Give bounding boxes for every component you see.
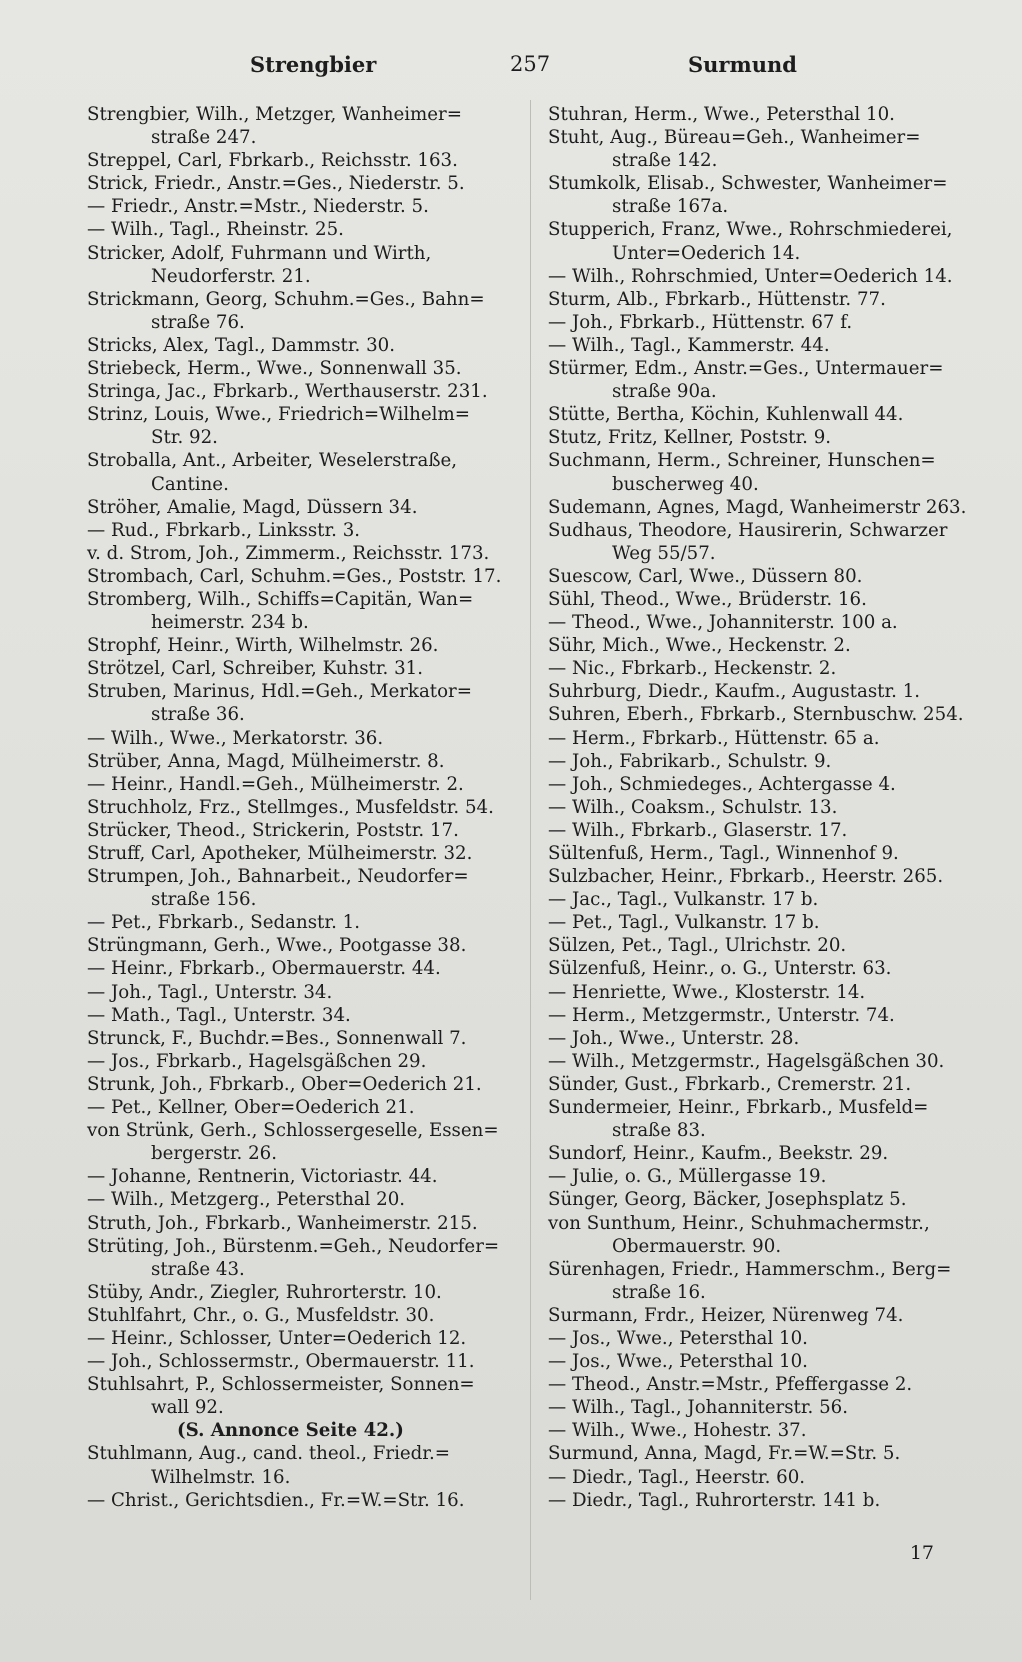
- directory-entry: Strötzel, Carl, Schreiber, Kuhstr. 31.: [87, 658, 424, 680]
- left-column: [87, 103, 517, 1512]
- page-number: 257: [510, 52, 551, 76]
- directory-entry: Sundorf, Heinr., Kaufm., Beekstr. 29.: [548, 1143, 889, 1165]
- directory-entry: — Wilh., Rohrschmied, Unter=Oederich 14.: [548, 265, 953, 287]
- directory-entry: — Math., Tagl., Unterstr. 34.: [87, 1004, 351, 1026]
- directory-entry: Striebeck, Herm., Wwe., Sonnenwall 35.: [87, 358, 462, 380]
- directory-entry: Strick, Friedr., Anstr.=Ges., Niederstr. 5.: [87, 173, 465, 195]
- entry-continuation: straße 142.: [612, 150, 718, 172]
- directory-entry: — Joh., Schlossermstr., Obermauerstr. 11.: [87, 1351, 475, 1373]
- directory-entry: Suhren, Eberh., Fbrkarb., Sternbuschw. 254.: [548, 704, 964, 726]
- entry-continuation: straße 83.: [612, 1120, 706, 1142]
- directory-entry: Sulzbacher, Heinr., Fbrkarb., Heerstr. 265.: [548, 866, 944, 888]
- directory-entry: — Heinr., Handl.=Geh., Mülheimerstr. 2.: [87, 773, 464, 795]
- directory-entry: — Joh., Schmiedeges., Achtergasse 4.: [548, 773, 896, 795]
- directory-entry: Stromberg, Wilh., Schiffs=Capitän, Wan=: [87, 588, 474, 610]
- entry-continuation: straße 156.: [151, 889, 257, 911]
- directory-entry: — Herm., Metzgermstr., Unterstr. 74.: [548, 1004, 895, 1026]
- entry-continuation: Str. 92.: [151, 427, 218, 449]
- directory-entry: Stuhran, Herm., Wwe., Petersthal 10.: [548, 104, 895, 125]
- directory-entry: Strüber, Anna, Magd, Mülheimerstr. 8.: [87, 750, 445, 772]
- directory-entry: Strunk, Joh., Fbrkarb., Ober=Oederich 21.: [87, 1073, 482, 1095]
- directory-entry: — Wilh., Wwe., Hohestr. 37.: [548, 1420, 807, 1442]
- directory-entry: — Henriette, Wwe., Klosterstr. 14.: [548, 981, 866, 1003]
- directory-entry: Stuht, Aug., Büreau=Geh., Wanheimer=: [548, 127, 921, 149]
- directory-entry: Suchmann, Herm., Schreiner, Hunschen=: [548, 450, 936, 472]
- entry-continuation: Weg 55/57.: [612, 542, 716, 564]
- directory-entry: Stupperich, Franz, Wwe., Rohrschmiederei,: [548, 219, 953, 241]
- directory-entry: — Wilh., Tagl., Kammerstr. 44.: [548, 334, 830, 356]
- directory-entry: — Wilh., Fbrkarb., Glaserstr. 17.: [548, 819, 848, 841]
- directory-entry: Sturm, Alb., Fbrkarb., Hüttenstr. 77.: [548, 288, 886, 310]
- directory-entry: Stumkolk, Elisab., Schwester, Wanheimer=: [548, 173, 948, 195]
- directory-entry: Suescow, Carl, Wwe., Düssern 80.: [548, 565, 863, 587]
- directory-entry: — Pet., Kellner, Ober=Oederich 21.: [87, 1097, 415, 1119]
- directory-entry: Sühl, Theod., Wwe., Brüderstr. 16.: [548, 588, 867, 610]
- entry-continuation: straße 36.: [151, 704, 245, 726]
- entry-continuation: Cantine.: [151, 473, 229, 495]
- entry-continuation: Obermauerstr. 90.: [612, 1235, 782, 1257]
- directory-entry: Strüngmann, Gerh., Wwe., Pootgasse 38.: [87, 935, 467, 957]
- column-divider: [530, 100, 531, 1600]
- header-first-name: Strengbier: [250, 52, 377, 77]
- directory-entry: Stroballa, Ant., Arbeiter, Weselerstraße,: [87, 450, 458, 472]
- directory-entry: Surmund, Anna, Magd, Fr.=W.=Str. 5.: [548, 1443, 901, 1465]
- directory-entry: — Joh., Fbrkarb., Hüttenstr. 67 f.: [548, 311, 853, 333]
- directory-entry: Strombach, Carl, Schuhm.=Ges., Poststr. 17.: [87, 565, 502, 587]
- directory-entry: — Jos., Wwe., Petersthal 10.: [548, 1327, 808, 1349]
- directory-entry: — Pet., Tagl., Vulkanstr. 17 b.: [548, 912, 820, 934]
- directory-entry: — Wilh., Coaksm., Schulstr. 13.: [548, 796, 838, 818]
- annonce-note: (S. Annonce Seite 42.): [177, 1420, 404, 1442]
- directory-entry: — Joh., Tagl., Unterstr. 34.: [87, 981, 333, 1003]
- directory-entry: — Rud., Fbrkarb., Linksstr. 3.: [87, 519, 361, 541]
- directory-entry: Stuhlmann, Aug., cand. theol., Friedr.=: [87, 1443, 451, 1465]
- directory-entry: Sühr, Mich., Wwe., Heckenstr. 2.: [548, 635, 851, 657]
- entry-continuation: straße 43.: [151, 1258, 245, 1280]
- signature-mark: 17: [909, 1542, 934, 1564]
- directory-entry: Strumpen, Joh., Bahnarbeit., Neudorfer=: [87, 866, 469, 888]
- directory-entry: Strophf, Heinr., Wirth, Wilhelmstr. 26.: [87, 635, 439, 657]
- directory-entry: Struchholz, Frz., Stellmges., Musfeldstr. 54.: [87, 796, 494, 818]
- directory-entry: Stricker, Adolf, Fuhrmann und Wirth,: [87, 242, 432, 264]
- entry-continuation: Neudorferstr. 21.: [151, 265, 311, 287]
- directory-entry: Sudemann, Agnes, Magd, Wanheimerstr 263.: [548, 496, 967, 518]
- directory-entry: — Diedr., Tagl., Heerstr. 60.: [548, 1466, 806, 1488]
- directory-entry: Strücker, Theod., Strickerin, Poststr. 17.: [87, 819, 459, 841]
- directory-entry: — Joh., Fabrikarb., Schulstr. 9.: [548, 750, 832, 772]
- directory-entry: — Pet., Fbrkarb., Sedanstr. 1.: [87, 912, 360, 934]
- header-last-name: Surmund: [688, 52, 797, 77]
- directory-entry: — Heinr., Fbrkarb., Obermauerstr. 44.: [87, 958, 441, 980]
- directory-entry: — Jos., Wwe., Petersthal 10.: [548, 1351, 808, 1373]
- directory-entry: Struben, Marinus, Hdl.=Geh., Merkator=: [87, 681, 472, 703]
- directory-entry: Stricks, Alex, Tagl., Dammstr. 30.: [87, 334, 396, 356]
- directory-entry: — Wilh., Wwe., Merkatorstr. 36.: [87, 727, 384, 749]
- directory-entry: Stuhlfahrt, Chr., o. G., Musfeldstr. 30.: [87, 1304, 435, 1326]
- entry-continuation: Wilhelmstr. 16.: [151, 1466, 291, 1488]
- entry-continuation: Unter=Oederich 14.: [612, 242, 801, 264]
- directory-entry: — Nic., Fbrkarb., Heckenstr. 2.: [548, 658, 837, 680]
- directory-entry: — Heinr., Schlosser, Unter=Oederich 12.: [87, 1327, 467, 1349]
- directory-entry: Sundermeier, Heinr., Fbrkarb., Musfeld=: [548, 1097, 929, 1119]
- directory-entry: — Theod., Wwe., Johanniterstr. 100 a.: [548, 612, 898, 634]
- directory-entry: v. d. Strom, Joh., Zimmerm., Reichsstr. 173.: [87, 542, 490, 564]
- entry-continuation: straße 16.: [612, 1281, 706, 1303]
- directory-entry: — Friedr., Anstr.=Mstr., Niederstr. 5.: [87, 196, 429, 218]
- directory-entry: Surmann, Frdr., Heizer, Nürenweg 74.: [548, 1304, 904, 1326]
- directory-entry: Streppel, Carl, Fbrkarb., Reichsstr. 163.: [87, 150, 458, 172]
- directory-entry: Stütte, Bertha, Köchin, Kuhlenwall 44.: [548, 404, 904, 426]
- entry-continuation: heimerstr. 234 b.: [151, 612, 309, 634]
- entry-continuation: wall 92.: [151, 1397, 224, 1419]
- directory-entry: Stringa, Jac., Fbrkarb., Werthauserstr. 231.: [87, 381, 488, 403]
- directory-entry: — Wilh., Metzgerg., Petersthal 20.: [87, 1189, 406, 1211]
- directory-entry: Suhrburg, Diedr., Kaufm., Augustastr. 1.: [548, 681, 921, 703]
- directory-entry: — Theod., Anstr.=Mstr., Pfeffergasse 2.: [548, 1374, 913, 1396]
- directory-entry: Stürmer, Edm., Anstr.=Ges., Untermauer=: [548, 358, 944, 380]
- directory-entry: Stutz, Fritz, Kellner, Poststr. 9.: [548, 427, 832, 449]
- directory-entry: Struth, Joh., Fbrkarb., Wanheimerstr. 215.: [87, 1212, 478, 1234]
- directory-entry: — Johanne, Rentnerin, Victoriastr. 44.: [87, 1166, 438, 1188]
- directory-entry: Sülzen, Pet., Tagl., Ulrichstr. 20.: [548, 935, 847, 957]
- directory-entry: Strengbier, Wilh., Metzger, Wanheimer=: [87, 104, 462, 125]
- directory-entry: Sültenfuß, Herm., Tagl., Winnenhof 9.: [548, 843, 899, 864]
- directory-entry: Sünder, Gust., Fbrkarb., Cremerstr. 21.: [548, 1073, 912, 1095]
- entry-continuation: bergerstr. 26.: [151, 1143, 278, 1165]
- entry-continuation: straße 76.: [151, 311, 245, 333]
- right-column: [548, 103, 968, 1512]
- entry-continuation: straße 167a.: [612, 196, 729, 218]
- directory-entry: Sudhaus, Theodore, Hausirerin, Schwarzer: [548, 519, 948, 541]
- entry-continuation: straße 247.: [151, 127, 257, 149]
- directory-entry: Stuhlsahrt, P., Schlossermeister, Sonnen=: [87, 1374, 475, 1396]
- directory-entry: — Jac., Tagl., Vulkanstr. 17 b.: [548, 889, 819, 911]
- directory-entry: — Wilh., Metzgermstr., Hagelsgäßchen 30.: [548, 1050, 945, 1072]
- directory-entry: — Christ., Gerichtsdien., Fr.=W.=Str. 16.: [87, 1489, 465, 1511]
- directory-entry: von Strünk, Gerh., Schlossergeselle, Essen=: [87, 1120, 499, 1142]
- directory-entry: Strüting, Joh., Bürstenm.=Geh., Neudorfer=: [87, 1235, 500, 1257]
- directory-entry: Strunck, F., Buchdr.=Bes., Sonnenwall 7.: [87, 1027, 467, 1049]
- directory-entry: von Sunthum, Heinr., Schuhmachermstr.,: [548, 1212, 930, 1234]
- directory-entry: Ströher, Amalie, Magd, Düssern 34.: [87, 496, 418, 518]
- page-header: [80, 52, 962, 86]
- directory-entry: Strickmann, Georg, Schuhm.=Ges., Bahn=: [87, 288, 485, 310]
- entry-continuation: buscherweg 40.: [612, 473, 759, 495]
- directory-entry: Sülzenfuß, Heinr., o. G., Unterstr. 63.: [548, 958, 892, 980]
- directory-entry: Struff, Carl, Apotheker, Mülheimerstr. 32.: [87, 843, 473, 864]
- directory-entry: — Diedr., Tagl., Ruhrorterstr. 141 b.: [548, 1489, 881, 1511]
- directory-entry: — Julie, o. G., Müllergasse 19.: [548, 1166, 827, 1188]
- directory-entry: — Wilh., Tagl., Johanniterstr. 56.: [548, 1397, 849, 1419]
- directory-entry: — Joh., Wwe., Unterstr. 28.: [548, 1027, 800, 1049]
- entry-continuation: straße 90a.: [612, 381, 717, 403]
- directory-entry: Stüby, Andr., Ziegler, Ruhrorterstr. 10.: [87, 1281, 442, 1303]
- directory-entry: Sünger, Georg, Bäcker, Josephsplatz 5.: [548, 1189, 907, 1211]
- directory-entry: Strinz, Louis, Wwe., Friedrich=Wilhelm=: [87, 404, 470, 426]
- directory-entry: — Wilh., Tagl., Rheinstr. 25.: [87, 219, 344, 241]
- directory-entry: — Jos., Fbrkarb., Hagelsgäßchen 29.: [87, 1050, 427, 1072]
- directory-entry: Sürenhagen, Friedr., Hammerschm., Berg=: [548, 1258, 952, 1280]
- directory-entry: — Herm., Fbrkarb., Hüttenstr. 65 a.: [548, 727, 880, 749]
